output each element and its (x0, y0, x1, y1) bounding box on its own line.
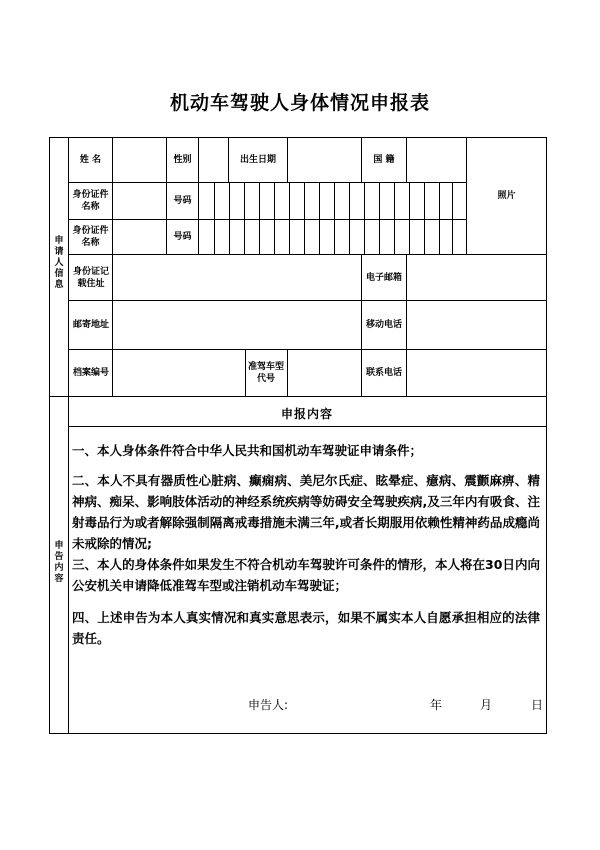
id-name-label-1: 身份证件名称 (72, 190, 109, 212)
file-number-field[interactable] (113, 350, 245, 396)
name-label: 姓 名 (79, 155, 102, 165)
contact-phone-field[interactable] (407, 350, 546, 396)
email-label: 电子邮箱 (365, 272, 402, 283)
id-name-field-1[interactable] (113, 183, 166, 219)
day-label: 日 (531, 698, 544, 712)
birth-date-field[interactable] (288, 138, 361, 182)
contact-phone-label: 联系电话 (365, 368, 402, 378)
mobile-field[interactable] (407, 301, 546, 349)
form-title: 机动车驾驶人身体情况申报表 (169, 92, 430, 114)
nationality-label: 国 籍 (373, 155, 395, 165)
declaration-paragraph-2: 二、本人不具有器质性心脏病、癫痫病、美尼尔氏症、眩晕症、癔病、震颤麻痹、精神病、痴呆、影响肢体活动的神经系统疾病等妨碍安全驾驶疾病,及三年内有吸食、注射毒品行为或者解除强制隔离戒毒措施未满三年,或者长期服用依赖性精神药品成瘾尚未戒除的情况; (72, 473, 540, 551)
nationality-field[interactable] (407, 138, 466, 182)
email-field[interactable] (407, 255, 546, 300)
applicant-info-section-label: 申请人信息 (54, 236, 64, 290)
declarant-signature-field[interactable] (298, 694, 418, 712)
month-label: 月 (480, 698, 493, 712)
gender-field[interactable] (199, 138, 228, 182)
declaration-paragraph-4: 四、上述申告为本人真实情况和真实意思表示，如果不属实本人自愿承担相应的法律责任。 (72, 610, 540, 646)
id-name-field-2[interactable] (113, 220, 166, 254)
id-address-field[interactable] (113, 255, 361, 300)
photo-area[interactable]: 照片 (497, 191, 516, 201)
id-number-label-2: 号码 (173, 232, 192, 242)
file-number-label: 档案编号 (72, 368, 109, 378)
gender-label: 性别 (173, 155, 192, 165)
id-address-label: 身份证记载住址 (72, 266, 109, 289)
vehicle-class-field[interactable] (288, 350, 361, 396)
mailing-address-field[interactable] (113, 301, 361, 349)
mobile-label: 移动电话 (365, 320, 402, 330)
declaration-paragraph-1: 一、本人身体条件符合中华人民共和国机动车驾驶证申请条件； (72, 443, 423, 458)
name-field[interactable] (113, 138, 166, 182)
content-heading: 申报内容 (280, 406, 333, 421)
declaration-section-label: 申告内容 (54, 541, 64, 584)
vehicle-class-label: 准驾车型代号 (247, 362, 284, 384)
declarant-label: 申告人: (248, 698, 289, 712)
id-name-label-2: 身份证件名称 (72, 226, 109, 248)
declaration-paragraph-3: 三、本人的身体条件如果发生不符合机动车驾驶许可条件的情形，本人将在30日内向公安机关申请降低准驾车型或注销机动车驾驶证； (72, 557, 540, 593)
mailing-address-label: 邮寄地址 (72, 320, 109, 330)
year-label: 年 (430, 698, 443, 712)
id-number-label-1: 号码 (173, 196, 192, 206)
id-number-cells-1[interactable] (199, 183, 466, 219)
id-number-cells-2[interactable] (199, 220, 466, 254)
birth-date-label: 出生日期 (239, 155, 276, 165)
